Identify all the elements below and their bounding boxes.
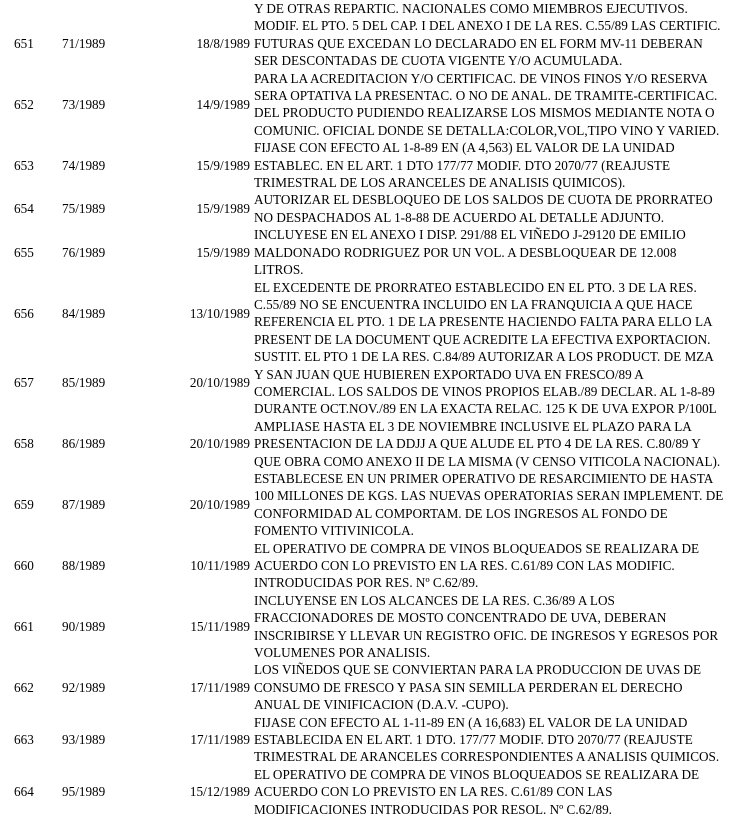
description-line: ESTABLEC. EN EL ART. 1 DTO 177/77 MODIF. DTO 2070/77 (REAJUSTE <box>254 157 671 173</box>
description-line: SUSTIT. EL PTO 1 DE LA RES. C.84/89 AUTORIZAR A LOS PRODUCT. DE MZA <box>254 349 714 365</box>
table-row <box>0 418 755 470</box>
description-line: TRIMESTRAL DE LOS ARANCELES DE ANALISIS QUIMICOS). <box>254 175 626 191</box>
description-line: INSCRIBIRSE Y LLEVAR UN REGISTRO OFIC. DE INGRESOS Y EGRESOS POR <box>254 627 719 643</box>
resolution-date: 15/9/1989 <box>196 157 250 173</box>
table-row <box>0 766 755 818</box>
description-line: PARA LA ACREDITACION Y/O CERTIFICAC. DE VINOS FINOS Y/O RESERVA <box>254 70 708 86</box>
table-row <box>0 540 755 592</box>
row-number: 651 <box>14 35 34 51</box>
row-number: 655 <box>14 244 34 260</box>
description-line: FIJASE CON EFECTO AL 1-11-89 EN (A 16,683) EL VALOR DE LA UNIDAD <box>254 714 688 730</box>
table-row <box>0 0 755 17</box>
resolution-date: 20/10/1989 <box>189 375 250 391</box>
resolution-description <box>254 470 754 540</box>
resolution-number: 90/1989 <box>62 618 106 634</box>
description-line: EL EXCEDENTE DE PRORRATEO ESTABLECIDO EN EL PTO. 3 DE LA RES. <box>254 279 697 295</box>
resolution-description <box>254 70 754 140</box>
description-line: ESTABLECIDA EN EL ART. 1 DTO. 177/77 MODIF. DTO 2070/77 (REAJUSTE <box>254 732 693 748</box>
description-line: QUE OBRA COMO ANEXO II DE LA MISMA (V CENSO VITICOLA NACIONAL). <box>254 453 721 469</box>
resolution-description <box>254 714 754 766</box>
description-line: FOMENTO VITIVINICOLA. <box>254 523 414 539</box>
table-row <box>0 714 755 766</box>
resolution-date: 17/11/1989 <box>190 679 250 695</box>
resolution-number: 84/1989 <box>62 305 106 321</box>
resolution-number: 93/1989 <box>62 732 106 748</box>
description-line: ACUERDO CON LO PREVISTO EN LA RES. C.61/89 CON LAS MODIFIC. <box>254 558 675 573</box>
description-line: CONSUMO DE FRESCO Y PASA SIN SEMILLA PERDERAN EL DERECHO <box>254 679 683 695</box>
resolution-date: 13/10/1989 <box>189 305 250 321</box>
description-line: CONFORMIDAD AL COMPORTAM. DE LOS INGRESOS AL FONDO DE <box>254 505 668 521</box>
row-number: 663 <box>14 732 34 748</box>
resolution-date: 18/8/1989 <box>196 35 250 51</box>
description-line: EL OPERATIVO DE COMPRA DE VINOS BLOQUEADOS SE REALIZARA DE <box>254 766 700 782</box>
table-row <box>0 348 755 418</box>
resolution-date: 14/9/1989 <box>196 96 250 112</box>
resolution-number: 73/1989 <box>62 96 106 112</box>
resolution-date: 20/10/1989 <box>189 497 250 513</box>
row-number: 653 <box>14 157 34 173</box>
resolution-description <box>254 139 754 191</box>
description-line: COMUNIC. OFICIAL DONDE SE DETALLA:COLOR,VOL,TIPO VINO Y VARIED. <box>254 122 720 138</box>
description-line: FRACCIONADORES DE MOSTO CONCENTRADO DE UVA, DEBERAN <box>254 610 667 626</box>
description-line: DURANTE OCT.NOV./89 EN LA EXACTA RELAC. 125 K DE UVA EXPOR P/100L <box>254 401 717 417</box>
description-line: C.55/89 NO SE ENCUENTRA INCLUIDO EN LA FRANQUICIA A QUE HACE <box>254 296 693 312</box>
description-line: MODIFICACIONES INTRODUCIDAS POR RESOL. Nº C.62/89. <box>254 801 612 817</box>
table-row <box>0 661 755 713</box>
description-line: REFERENCIA EL PTO. 1 DE LA PRESENTE HACIENDO FALTA PARA ELLO LA <box>254 314 713 330</box>
description-line: MODIF. EL PTO. 5 DEL CAP. I DEL ANEXO I DE LA RES. C.55/89 LAS CERTIFIC. <box>254 18 721 34</box>
description-line: ESTABLECESE EN UN PRIMER OPERATIVO DE RESARCIMIENTO DE HASTA <box>254 470 714 486</box>
row-number: 662 <box>14 679 34 695</box>
description-line: FUTURAS QUE EXCEDAN LO DECLARADO EN EL FORM MV-11 DEBERAN <box>254 35 703 51</box>
row-number: 656 <box>14 305 34 321</box>
resolution-date: 17/11/1989 <box>190 732 250 748</box>
description-line: EL OPERATIVO DE COMPRA DE VINOS BLOQUEADOS SE REALIZARA DE <box>254 540 700 556</box>
description-line: AUTORIZAR EL DESBLOQUEO DE LOS SALDOS DE CUOTA DE PRORRATEO <box>254 192 713 208</box>
description-line: 100 MILLONES DE KGS. LAS NUEVAS OPERATORIAS SERAN IMPLEMENT. DE <box>254 488 724 504</box>
description-line: INCLUYESE EN EL ANEXO I DISP. 291/88 EL VIÑEDO J-29120 DE EMILIO <box>254 227 686 243</box>
description-line: DEL PRODUCTO PUDIENDO REALIZARSE LOS MISMOS MEDIANTE NOTA O <box>254 105 715 121</box>
resolution-number: 87/1989 <box>62 497 106 513</box>
row-number: 659 <box>14 497 34 513</box>
table-row <box>0 139 755 191</box>
resolution-description <box>254 17 754 69</box>
description-line: SER DESCONTADAS DE CUOTA VIGENTE Y/O ACUMULADA. <box>254 53 623 69</box>
table-row <box>0 279 755 349</box>
resolution-date: 15/11/1989 <box>190 618 250 634</box>
table-row <box>0 17 755 69</box>
description-line: LOS VIÑEDOS QUE SE CONVIERTAN PARA LA PRODUCCION DE UVAS DE <box>254 662 702 678</box>
resolution-description <box>254 661 754 713</box>
description-line: Y SAN JUAN QUE HUBIEREN EXPORTADO UVA EN FRESCO/89 A <box>254 366 644 382</box>
description-line: SERA OPTATIVA LA PRESENTAC. O NO DE ANAL. DE TRAMITE-CERTIFICAC. <box>254 88 718 104</box>
description-line: LITROS. <box>254 262 304 278</box>
resolution-date: 15/9/1989 <box>196 201 250 217</box>
resolution-description <box>254 540 754 592</box>
resolution-description <box>254 226 754 278</box>
row-number: 664 <box>14 784 34 800</box>
description-line: Y DE OTRAS REPARTIC. NACIONALES COMO MIEMBROS EJECUTIVOS. <box>254 1 688 16</box>
row-number: 652 <box>14 96 34 112</box>
description-line: INCLUYENSE EN LOS ALCANCES DE LA RES. C.36/89 A LOS <box>254 592 615 608</box>
table-row <box>0 470 755 540</box>
description-line: ANUAL DE VINIFICACION (D.A.V. -CUPO). <box>254 697 509 713</box>
resolution-date: 15/9/1989 <box>196 244 250 260</box>
resolution-description <box>254 766 754 818</box>
description-line: MALDONADO RODRIGUEZ POR UN VOL. A DESBLOQUEAR DE 12.008 <box>254 244 677 260</box>
resolution-number: 75/1989 <box>62 201 106 217</box>
resolution-description <box>254 279 754 349</box>
resolution-number: 71/1989 <box>62 35 106 51</box>
resolution-number: 88/1989 <box>62 557 106 573</box>
resolution-number: 85/1989 <box>62 375 106 391</box>
resolution-description <box>254 592 754 662</box>
description-line: INTRODUCIDAS POR RES. Nº C.62/89. <box>254 575 479 591</box>
table-row <box>0 191 755 226</box>
resolution-description <box>254 191 754 226</box>
description-line: PRESENT DE LA DOCUMENT QUE ACREDITE LA EFECTIVA EXPORTACION. <box>254 331 711 347</box>
row-number: 654 <box>14 201 34 217</box>
row-number: 661 <box>14 618 34 634</box>
row-number: 658 <box>14 436 34 452</box>
resolution-number: 74/1989 <box>62 157 106 173</box>
description-line: COMERCIAL. LOS SALDOS DE VINOS PROPIOS ELAB./89 DECLAR. AL 1-8-89 <box>254 383 715 399</box>
resolution-date: 20/10/1989 <box>189 436 250 452</box>
resolution-number: 76/1989 <box>62 244 106 260</box>
table-row <box>0 592 755 662</box>
resolution-number: 92/1989 <box>62 679 106 695</box>
table-row <box>0 226 755 278</box>
resolution-description <box>254 418 754 470</box>
description-line: VOLUMENES POR ANALISIS. <box>254 645 431 661</box>
resolution-number: 95/1989 <box>62 784 106 800</box>
description-line: PRESENTACION DE LA DDJJ A QUE ALUDE EL PTO 4 DE LA RES. C.80/89 Y <box>254 436 701 452</box>
resolution-number: 86/1989 <box>62 436 106 452</box>
description-line: TRIMESTRAL DE ARANCELES CORRESPONDIENTES A ANALISIS QUIMICOS. <box>254 749 720 765</box>
description-line: AMPLIASE HASTA EL 3 DE NOVIEMBRE INCLUSIVE EL PLAZO PARA LA <box>254 418 692 434</box>
description-line: NO DESPACHADOS AL 1-8-88 DE ACUERDO AL DETALLE ADJUNTO. <box>254 209 665 225</box>
table-row <box>0 70 755 140</box>
resolution-description <box>254 0 754 17</box>
description-line: FIJASE CON EFECTO AL 1-8-89 EN (A 4,563) EL VALOR DE LA UNIDAD <box>254 140 675 156</box>
description-line: ACUERDO CON LO PREVISTO EN LA RES. C.61/89 CON LAS <box>254 784 613 800</box>
row-number: 657 <box>14 375 34 391</box>
resolution-description <box>254 348 754 418</box>
resolution-date: 15/12/1989 <box>189 784 250 800</box>
resolution-date: 10/11/1989 <box>190 557 250 573</box>
row-number: 660 <box>14 557 34 573</box>
